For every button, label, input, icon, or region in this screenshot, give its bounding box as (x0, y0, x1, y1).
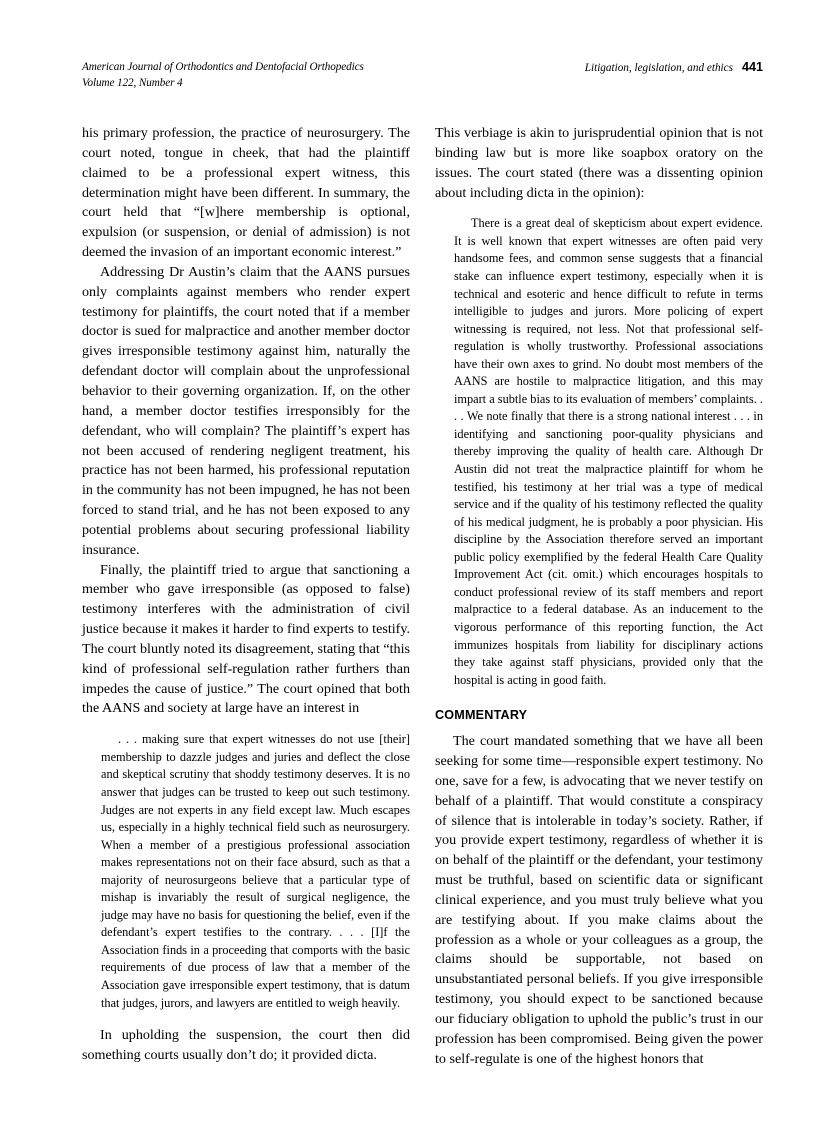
block-quote-text: There is a great deal of skepticism about expert evidence. It is well known that expert witnesses are often paid very handsome fees, and common sense suggests that a financial stake can influence expert testimony, especially when it is technical and esoteric and hence difficult to refute in terms intelligible to judges and jurors. More policing of expert witnessing is required, not less. Not that professional self-regulation is wholly trustworthy. Professional associations have their own axes to grind. No doubt most members of the AANS are hostile to malpractice litigation, and this may impart a subtle bias to its evaluation of members’ complaints. . . . We note finally that there is a strong national interest . . . in identifying and sanctioning poor-quality physicians and thereby improving the quality of health care. Although Dr Austin did not treat the malpractice plaintiff for whom he testified, his testimony at her trial was a type of medical service and if the quality of his testimony reflected the quality of his medical judgment, he is probably a poor physician. His discipline by the Association therefore served an important public policy exemplified by the federal Health Care Quality Improvement Act (cit. omit.) which encourages hospitals to conduct professional review of its staff members and report malpractice to a federal database. As an inducement to the vigorous performance of this reporting function, the Act immunizes hospitals from liability for disciplinary actions they take against staff physicians, provided only that the hospital is acting in good faith. (454, 216, 763, 687)
paragraph-continued: his primary profession, the practice of neurosurgery. The court noted, tongue in cheek, that had the plaintiff claimed to be a professional expert witness, this determination might have been different. In summary, the court held that “[w]here membership is optional, expulsion (or suspension, or denial of admission) is not deemed the invasion of an important economic interest.” (82, 125, 410, 261)
article-body (82, 124, 763, 1067)
paragraph: The court mandated something that we have all been seeking for some time—responsible expert testimony. No one, save for a few, is advocating that we never testify on behalf of a plaintiff. That would constitute a conspiracy of silence that is intolerable in today’s society. Rather, if you provide expert testimony, regardless of whether it is on behalf of the plaintiff or the defendant, your testimony must be truthful, based on scientific data or significant clinical experience, and you must truly believe what you are testifying about. If you make claims about the profession as a whole or your colleagues as a group, the claims should be supportable, not based on unsubstantiated personal beliefs. If you give irresponsible testimony, you should expect to be sanctioned because our fiduciary obligation to uphold the public’s trust in our profession has been compromised. Being given the power to self-regulate is one of the highest honors that (435, 733, 763, 1067)
paragraph-continued: This verbiage is akin to jurisprudential opinion that is not binding law but is more like soapbox oratory on the issues. The court stated (there was a dissenting opinion about including dicta in the opinion): (435, 125, 763, 201)
paragraph: Finally, the plaintiff tried to argue that sanctioning a member who gave irresponsible (as opposed to false) testimony interferes with the administration of civil justice because it makes it harder to find experts to testify. The court bluntly noted its disagreement, stating that “this kind of professional self-regulation rather furthers than impedes the cause of justice.” The court opined that both the AANS and society at large have an interest in (82, 561, 410, 717)
column-left (82, 124, 410, 1066)
journal-title-block (82, 60, 364, 91)
section-title: Litigation, legislation, and ethics (584, 62, 733, 74)
block-quote (435, 215, 763, 689)
section-and-page (585, 60, 763, 77)
spacer (82, 1012, 410, 1026)
paragraph: In upholding the suspension, the court then did something courts usually don’t do; it provided dicta. (82, 1027, 410, 1063)
spacer (435, 203, 763, 215)
block-quote (82, 731, 410, 1012)
running-head (82, 60, 763, 94)
column-right (435, 124, 763, 1069)
paragraph: Addressing Dr Austin’s claim that the AANS pursues only complaints against members who render expert testimony for plaintiffs, the court noted that if a member doctor is sued for malpractice and another member doctor gives irresponsible testimony against him, naturally the defendant doctor will complain about the unprofessional behavior to their governing organization. If, on the other hand, a member doctor testifies irresponsibly for the defendant, who will complain? The plaintiff’s expert has not been accused of rendering negligent treatment, his practice has not been harmed, his professional reputation in the community has not been impugned, he has not been forced to stand trial, and he has not been exposed to any potential problems about securing professional liability insurance. (82, 263, 410, 558)
journal-volume-issue: Volume 122, Number 4 (82, 76, 183, 89)
commentary-heading: COMMENTARY (435, 708, 528, 723)
page-number: 441 (741, 60, 763, 74)
block-quote-text: . . . making sure that expert witnesses do not use [their] membership to dazzle judges and juries and deflect the close and skeptical scrutiny that shoddy testimony deserves. It is no answer that judges can be trusted to keep out such testimony. Judges are not experts in any field except law. Much escapes us, especially in a highly technical field such as neurosurgery. When a member of a prestigious professional association makes representations not on their face absurd, such as that a majority of neurosurgeons believe that a particular type of mishap is invariably the result of surgical negligence, the judge may have no basis for questioning the belief, even if the defendant’s expert testifies to the contrary. . . . [I]f the Association finds in a proceeding that comports with the basic requirements of due process of law that a member of the Association gave irresponsible expert testimony, that is datum that judges, jurors, and lawyers are entitled to weigh heavily. (101, 732, 410, 1010)
spacer (435, 723, 763, 732)
journal-title: American Journal of Orthodontics and Dentofacial Orthopedics (82, 61, 364, 73)
spacer (435, 689, 763, 707)
spacer (82, 719, 410, 731)
